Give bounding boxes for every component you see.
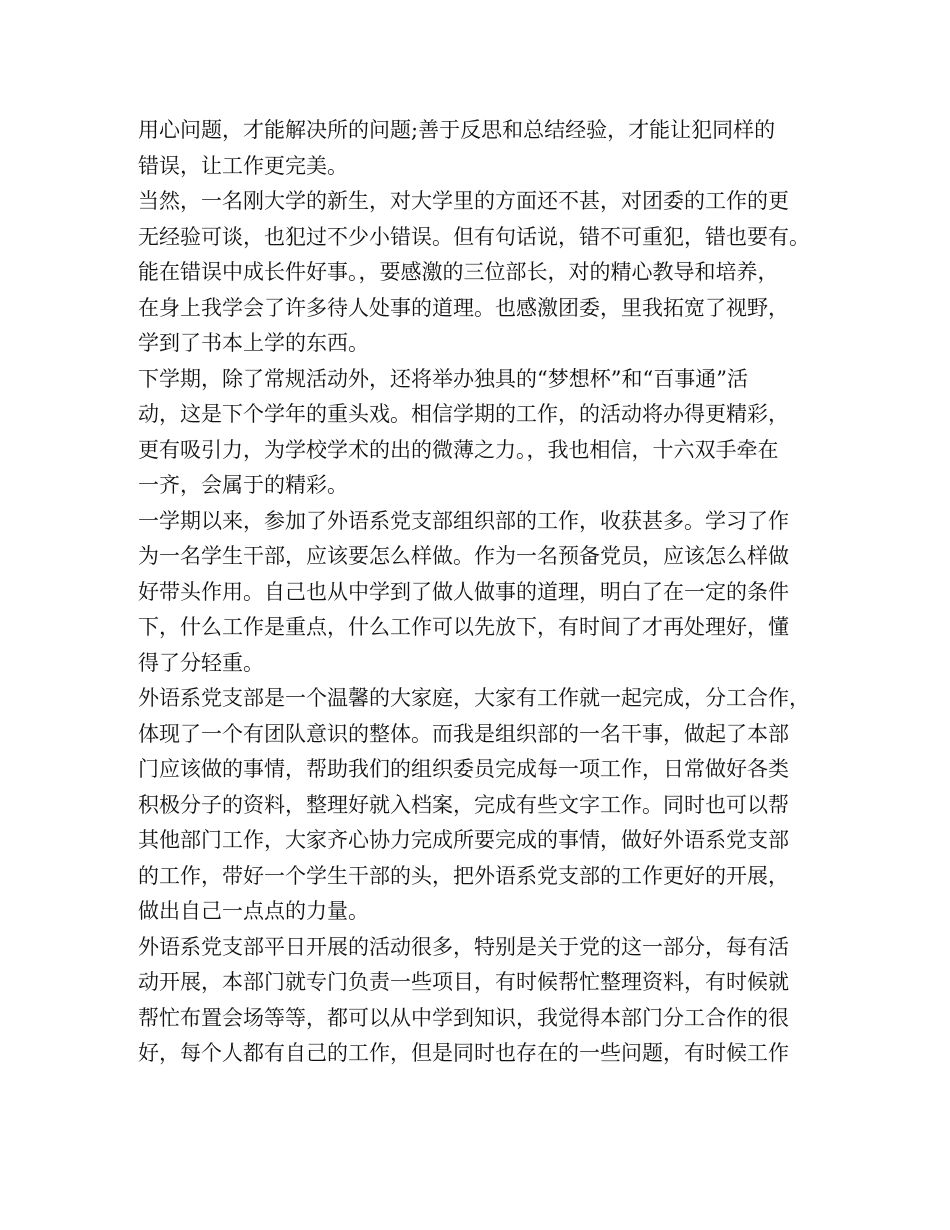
text-line: 的工作，带好一个学生干部的头，把外语系党支部的工作更好的开展， [138, 863, 789, 888]
text-line: 下，什么工作是重点，什么工作可以先放下，有时间了才再处理好，懂 [138, 615, 789, 639]
text-line: 下学期，除了常规活动外，还将举办独具的“梦想杯”和“百事通”活 [138, 366, 748, 391]
text-line: 学到了书本上学的东西。 [138, 331, 369, 355]
text-line: 无经验可谈，也犯过不少小错误。但有句话说，错不可重犯，错也要有。 [138, 224, 810, 249]
text-line: 得了分轻重。 [138, 650, 264, 675]
text-line: 好带头作用。自己也从中学到了做人做事的道理，明白了在一定的条件 [138, 579, 789, 604]
text-line: 动，这是下个学年的重头戏。相信学期的工作，的活动将办得更精彩， [138, 402, 789, 426]
text-line: 为一名学生干部，应该要怎么样做。作为一名预备党员，应该怎么样做 [138, 544, 789, 568]
text-line: 外语系党支部平日开展的活动很多，特别是关于党的这一部分，每有活 [138, 934, 789, 959]
text-line: 动开展，本部门就专门负责一些项目，有时候帮忙整理资料，有时候就 [138, 970, 789, 994]
text-line: 帮忙布置会场等等，都可以从中学到知识，我觉得本部门分工合作的很 [138, 1005, 789, 1030]
document-body [138, 113, 838, 1072]
text-line: 更有吸引力，为学校学术的出的微薄之力。，我也相信，十六双手牵在 [138, 437, 779, 462]
text-line: 在身上我学会了许多待人处事的道理。也感激团委，里我拓宽了视野， [138, 295, 789, 320]
text-line: 外语系党支部是一个温馨的大家庭，大家有工作就一起完成，分工合作， [138, 686, 810, 710]
text-line: 用心问题，才能解决所的问题;善于反思和总结经验，才能让犯同样的 [138, 118, 776, 142]
text-line: 体现了一个有团队意识的整体。而我是组织部的一名干事，做起了本部 [138, 721, 789, 746]
text-line: 一齐，会属于的精彩。 [138, 473, 348, 497]
text-line: 好，每个人都有自己的工作，但是同时也存在的一些问题，有时候工作 [138, 1041, 789, 1065]
text-line: 错误，让工作更完美。 [138, 153, 348, 178]
text-line: 当然，一名刚大学的新生，对大学里的方面还不甚，对团委的工作的更 [138, 189, 789, 213]
text-line: 一学期以来，参加了外语系党支部组织部的工作，收获甚多。学习了作 [138, 508, 789, 533]
text-line: 做出自己一点点的力量。 [138, 899, 369, 923]
text-line: 其他部门工作，大家齐心协力完成所要完成的事情，做好外语系党支部 [138, 828, 789, 852]
text-line: 能在错误中成长件好事。，要感激的三位部长，对的精心教导和培养， [138, 260, 779, 284]
text-line: 积极分子的资料，整理好就入档案，完成有些文字工作。同时也可以帮 [138, 792, 789, 817]
text-line: 门应该做的事情，帮助我们的组织委员完成每一项工作，日常做好各类 [138, 757, 789, 781]
